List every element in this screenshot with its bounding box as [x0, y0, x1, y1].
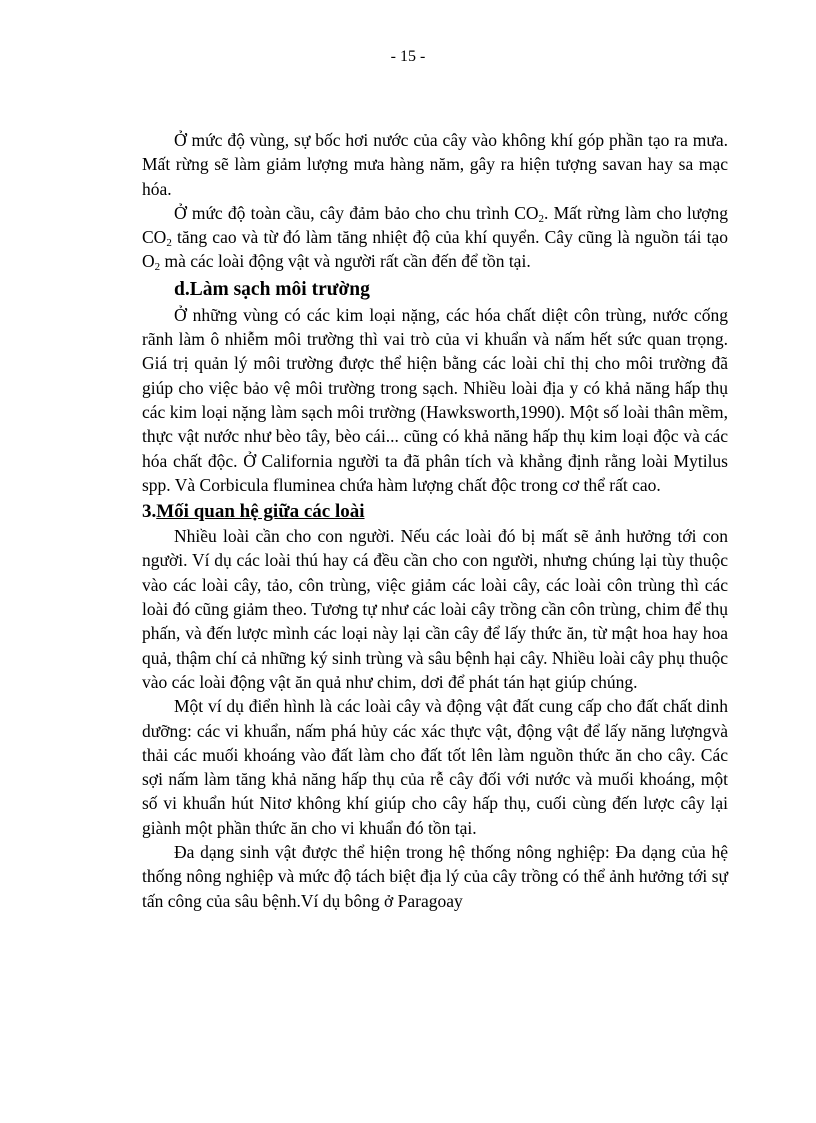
subscript-2: 2 — [538, 212, 545, 225]
text-fragment: . Mất rừng làm cho lượng CO — [142, 202, 728, 248]
text-fragment: tăng cao và từ đó làm tăng nhiệt độ của khí quyển. Cây cũng là nguồn tái tạo O — [142, 227, 728, 272]
paragraph-global-co2 — [142, 201, 728, 274]
page-content — [142, 128, 728, 913]
paragraph-environment-cleaning: Ở những vùng có các kim loại nặng, các hóa chất diệt côn trùng, nước cống rãnh làm ô nhiễm môi trường thì vai trò của vi khuẩn và nấm hết sức quan trọng. Giá trị quản lý môi trường được thể hiện bằng các loài chỉ thị cho môi trường đã giúp cho việc bảo vệ môi trường trong sạch. Nhiều loài địa y có khả năng hấp thụ các kim loại nặng làm sạch môi trường (Hawksworth,1990). Một số loài thân mềm, thực vật nước như bèo tây, bèo cái... cũng có khả năng hấp thụ kim loại độc và các hóa chất độc. Ở California người ta đã phân tích và khẳng định rằng loài Mytilus spp. Và Corbicula fluminea chứa hàm lượng chất độc trong cơ thể rất cao. — [142, 304, 728, 495]
heading-text: Mối quan hệ giữa các loài — [156, 501, 365, 523]
paragraph-soil-nutrients: Một ví dụ điển hình là các loài cây và động vật đất cung cấp cho đất chất dinh dưỡng: các vi khuẩn, nấm phá hủy các xác thực vật, động vật để lấy năng lượngvà thải các muối khoáng vào đất làm cho đất tốt lên làm nguồn thức ăn cho cây. Các sợi nấm làm tăng khả năng hấp thụ của rễ cây đối với nước và muối khoáng, một số vi khuẩn hút Nitơ không khí giúp cho cây hấp thụ, cuối cùng đến lược cây lại giành một phần thức ăn cho vi khuẩn đó tồn tại. — [142, 696, 728, 838]
paragraph-species-needed: Nhiều loài cần cho con người. Nếu các loài đó bị mất sẽ ảnh hưởng tới con người. Ví dụ các loài thú hay cá đều cần cho con người, nhưng chúng lại tùy thuộc vào các loài cây, tảo, côn trùng, việc giảm các loài cây, các loài côn trùng thì các loài đó cũng giảm theo. Tương tự như các loài cây trồng cần côn trùng, chim để thụ phấn, và đến lược mình các loại này lại cần cây để lấy thức ăn, từ mật hoa hay hoa quả, thậm chí cả những ký sinh trùng và sâu bệnh hại cây. Nhiều loài cây phụ thuộc vào các loài động vật ăn quả như chim, dơi để phát tán hạt giúp chúng. — [142, 526, 728, 692]
text-fragment: mà các loài động vật và người rất cần đến để tồn tại. — [160, 251, 531, 272]
text-fragment: Ở mức độ toàn cầu, cây đảm bảo cho chu trình CO — [174, 202, 539, 223]
subscript-2: 2 — [154, 261, 161, 274]
page-number: - 15 - — [390, 48, 426, 65]
heading-environment-cleaning: d.Làm sạch môi trường — [174, 278, 370, 300]
paragraph-regional-evaporation: Ở mức độ vùng, sự bốc hơi nước của cây vào không khí góp phần tạo ra mưa. Mất rừng sẽ làm giảm lượng mưa hàng năm, gây ra hiện tượng savan hay sa mạc hóa. — [142, 130, 728, 199]
paragraph-agriculture-diversity: Đa dạng sinh vật được thể hiện trong hệ thống nông nghiệp: Đa dạng của hệ thống nông nghiệp và mức độ tách biệt địa lý của cây trồng có thể ảnh hưởng tới sự tấn công của sâu bệnh.Ví dụ bông ở Paragoay — [142, 842, 728, 911]
heading-species-relations — [142, 499, 728, 524]
heading-number: 3. — [142, 501, 157, 523]
subscript-2: 2 — [166, 237, 172, 250]
